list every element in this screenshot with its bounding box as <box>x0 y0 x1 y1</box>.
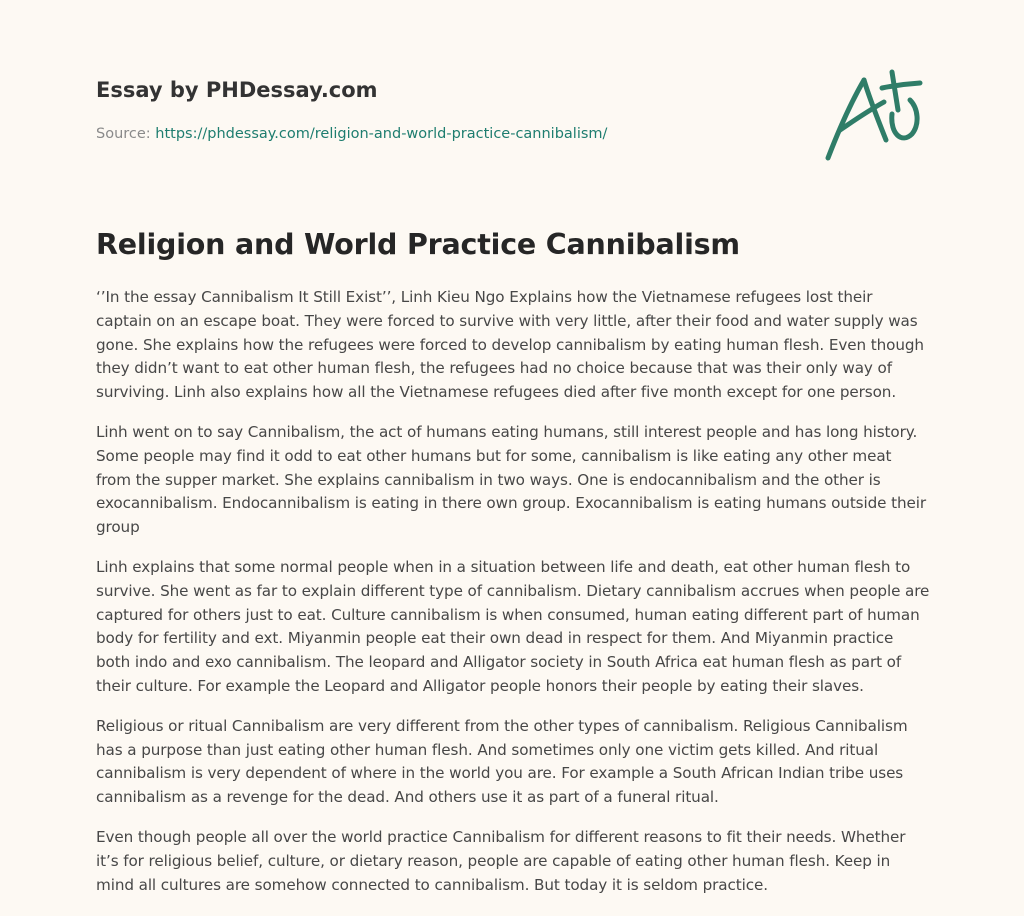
page-header <box>96 76 796 144</box>
article-paragraph: ‘’In the essay Cannibalism It Still Exist’’, Linh Kieu Ngo Explains how the Vietnamese refugees lost their captain on an escape boat. They were forced to survive with very little, after their food and water supply was gone. She explains how the refugees were forced to develop cannibalism by eating human flesh. Even though they didn’t want to eat other human flesh, the refugees had no choice because that was their only way of surviving. Linh also explains how all the Vietnamese refugees died after five month except for one person. <box>96 288 924 402</box>
site-title: Essay by PHDessay.com <box>96 78 378 102</box>
article-paragraph: Linh went on to say Cannibalism, the act of humans eating humans, still interest people and has long history. Some people may find it odd to eat other humans but for some, cannibalism is like eating any other meat from the supper market. She explains cannibalism in two ways. One is endocannibalism and the other is exocannibalism. Endocannibalism is eating in there own group. Exocannibalism is eating humans outside their group <box>96 422 927 537</box>
a-plus-grade-icon <box>820 66 930 166</box>
source-line <box>96 124 796 144</box>
source-link[interactable]: https://phdessay.com/religion-and-world-practice-cannibalism/ <box>155 126 608 142</box>
source-label: Source: <box>96 126 151 142</box>
article-paragraph: Linh explains that some normal people when in a situation between life and death, eat other human flesh to survive. She went as far to explain different type of cannibalism. Dietary cannibalism accrues when people are captured for others just to eat. Culture cannibalism is when consumed, human eating different part of human body for fertility and ext. Miyanmin people eat their own dead in respect for them. And Miyanmin practice both indo and exo cannibalism. The leopard and Alligator society in South Africa eat human flesh as part of their culture. For example the Leopard and Alligator people honors their people by eating their slaves. <box>96 557 930 695</box>
article-paragraph: Even though people all over the world practice Cannibalism for different reasons to fit their needs. Whether it’s for religious belief, culture, or dietary reason, people are capable of eating other human flesh. Keep in mind all cultures are somehow connected to cannibalism. But today it is seldom practice. <box>96 827 906 894</box>
article <box>96 226 930 913</box>
article-title: Religion and World Practice Cannibalism <box>96 228 740 261</box>
article-paragraph: Religious or ritual Cannibalism are very different from the other types of cannibalism. Religious Cannibalism has a purpose than just eating other human flesh. And sometimes only one victim gets killed. And ritual cannibalism is very dependent of where in the world you are. For example a South African Indian tribe uses cannibalism as a revenge for the dead. And others use it as part of a funeral ritual. <box>96 716 908 807</box>
